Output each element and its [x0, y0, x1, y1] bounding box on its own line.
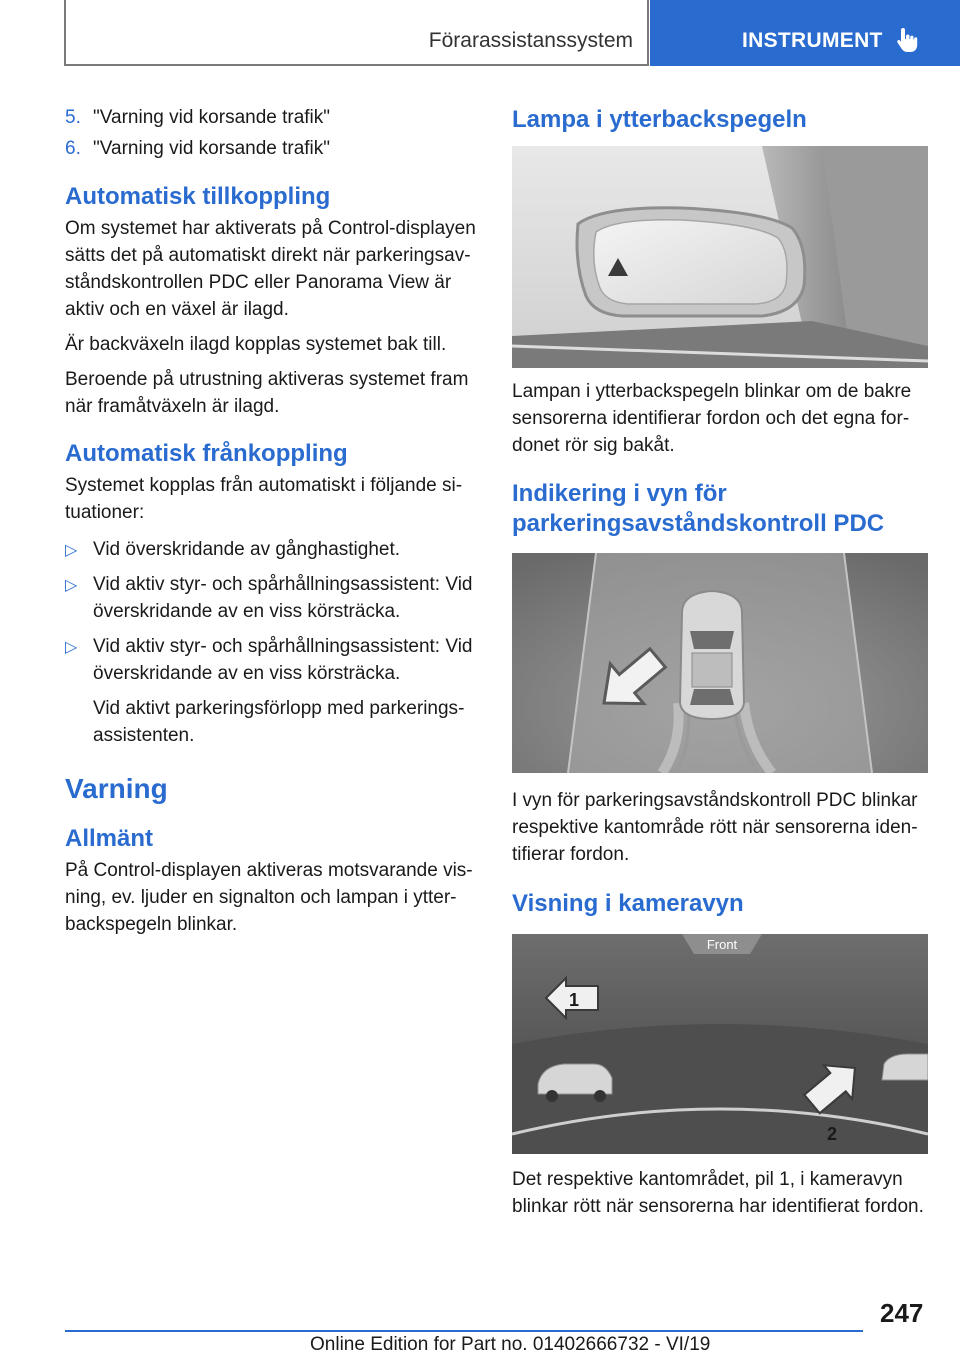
hand-pointer-icon [894, 26, 922, 54]
paragraph: Vid aktivt parkeringsförlopp med parkeringsassistenten. [93, 698, 465, 746]
heading-auto-off: Automatisk frånkoppling [65, 440, 348, 467]
list-item: 6. "Varning vid korsande trafik" [65, 138, 331, 159]
triangle-bullet-icon: ▷ [65, 639, 78, 656]
list-item: ▷ Vid aktiv styr- och spårhållningsassistent: Vid överskridande av en viss körsträcka. [65, 574, 473, 622]
heading-general: Allmänt [65, 825, 154, 852]
bullet-list [65, 536, 477, 687]
pdc-illustration [512, 553, 928, 773]
paragraph: Beroende på utrustning aktiveras systemet fram när framåtväxeln är ilagd. [65, 369, 469, 417]
list-item: 5. "Varning vid korsande trafik" [65, 107, 331, 128]
paragraph: Det respektive kantområdet, pil 1, i kameravyn blinkar rött när sensorerna har identifierat fordon. [512, 1169, 924, 1217]
heading-auto-on: Automatisk tillkoppling [65, 183, 331, 210]
front-label: Front [706, 937, 738, 952]
paragraph: Systemet kopplas från automatiskt i följande situationer: [65, 475, 463, 523]
arrow-1-label: 1 [568, 990, 580, 1010]
mirror-illustration [512, 146, 928, 368]
heading-pdc-view: Indikering i vyn för parkeringsavståndskontroll PDC [512, 480, 885, 537]
paragraph: Om systemet har aktiverats på Control-displayen sätts det på automatiskt direkt när parkeringsavståndskontrollen PDC eller Panorama View är aktiv och en växel är ilagd. [65, 218, 476, 320]
section-tab [64, 0, 649, 66]
page-header [0, 0, 960, 66]
paragraph: På Control-displayen aktiveras motsvarande visning, ev. ljuder en signalton och lampan i ytterbackspegeln blinkar. [65, 860, 473, 935]
page-number: 247 [880, 1298, 924, 1328]
pdc-view-image [512, 553, 928, 773]
chapter-title: INSTRUMENT [742, 29, 883, 52]
heading-mirror-lamp: Lampa i ytterbackspegeln [512, 106, 807, 133]
heading-warning: Varning [65, 773, 168, 804]
footer-divider [65, 1330, 863, 1332]
paragraph: I vyn för parkeringsavståndskontroll PDC blinkar respektive kantområde rött när sensorerna identifierar fordon. [512, 790, 918, 865]
mirror-photo [512, 146, 928, 368]
camera-view-image [512, 934, 928, 1154]
paragraph: Lampan i ytterbackspegeln blinkar om de bakre sensorerna identifierar fordon och det egna fordonet rör sig bakåt. [512, 381, 912, 456]
triangle-bullet-icon: ▷ [65, 542, 78, 559]
section-title: Förarassistanssystem [428, 29, 633, 52]
right-column [512, 104, 928, 1220]
left-column [65, 104, 477, 938]
camera-illustration [512, 934, 928, 1154]
triangle-bullet-icon: ▷ [65, 577, 78, 594]
heading-camera-view: Visning i kameravyn [512, 890, 744, 917]
footer-edition: Online Edition for Part no. 01402666732 - VI/19 [310, 1334, 711, 1355]
list-item: ▷ Vid överskridande av gånghastighet. [65, 536, 477, 563]
paragraph: Är backväxeln ilagd kopplas systemet bak till. [65, 334, 447, 355]
arrow-2-label: 2 [826, 1124, 838, 1144]
chapter-tab [650, 0, 960, 66]
list-item: ▷ Vid aktiv styr- och spårhållningsassistent: Vid överskridande av en viss körsträcka. [65, 636, 473, 684]
